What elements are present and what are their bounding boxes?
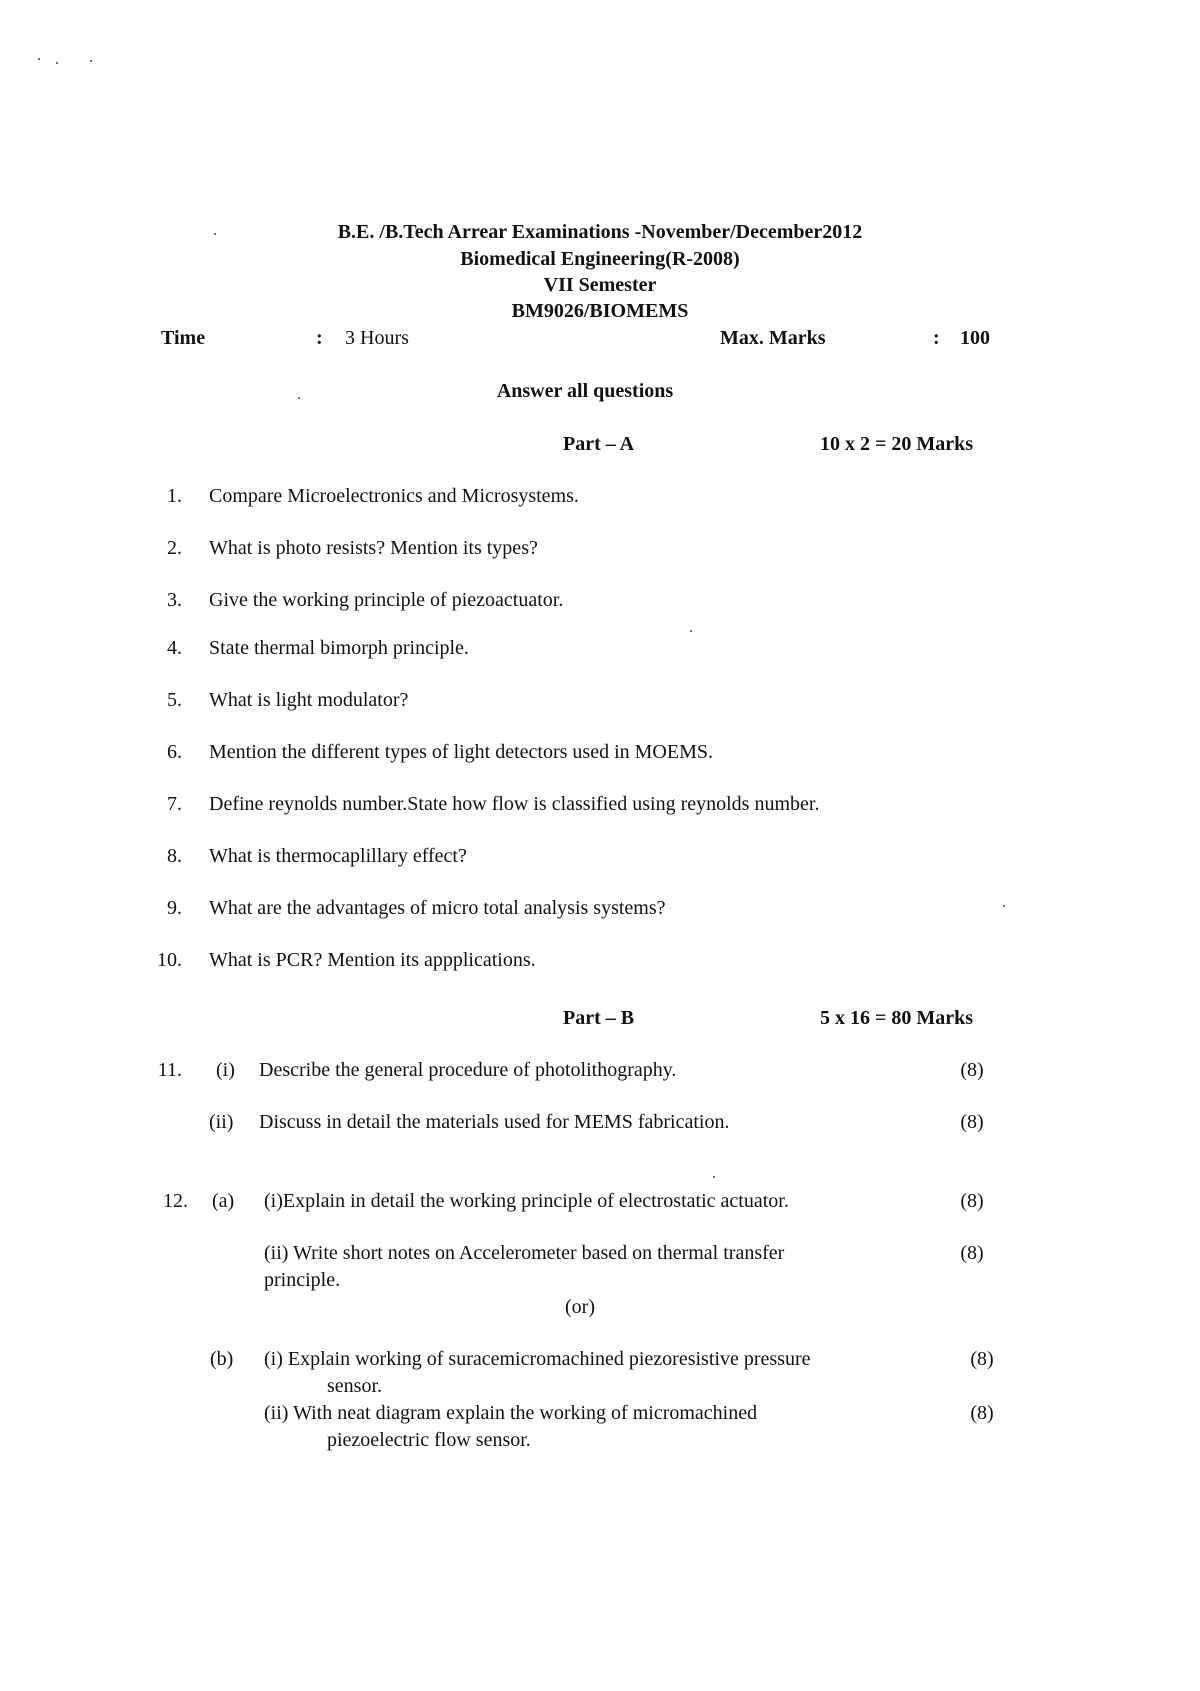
- or-separator: (or): [565, 1296, 595, 1318]
- question-text: Mention the different types of light detectors used in MOEMS.: [209, 741, 713, 763]
- question-marks: (8): [970, 1402, 994, 1424]
- question-marks: (8): [960, 1242, 984, 1264]
- instruction: Answer all questions: [496, 380, 674, 402]
- question-text: (ii) Write short notes on Accelerometer based on thermal transfer: [264, 1242, 785, 1264]
- colon: :: [933, 327, 940, 349]
- sub-label: (b): [210, 1348, 234, 1370]
- scan-speck: [56, 62, 58, 64]
- scan-speck: [1003, 905, 1005, 907]
- question-text: (i)Explain in detail the working principle of electrostatic actuator.: [264, 1190, 789, 1212]
- part-a-marks: 10 x 2 = 20 Marks: [820, 433, 974, 455]
- question-number: 2.: [167, 537, 182, 559]
- question-text: What is photo resists? Mention its types?: [209, 537, 538, 559]
- part-b-title: Part – B: [563, 1007, 635, 1029]
- time-label: Time: [161, 327, 206, 349]
- sub-label: (ii): [209, 1111, 234, 1133]
- question-text: What is PCR? Mention its appplications.: [209, 949, 536, 971]
- question-text: (ii) With neat diagram explain the working of micromachined: [264, 1402, 758, 1424]
- question-text-continued: piezoelectric flow sensor.: [327, 1429, 531, 1451]
- question-marks: (8): [970, 1348, 994, 1370]
- department-title: Biomedical Engineering(R-2008): [460, 248, 740, 270]
- scan-speck: [38, 58, 40, 60]
- question-marks: (8): [960, 1190, 984, 1212]
- question-number: 3.: [167, 589, 182, 611]
- question-text: Discuss in detail the materials used for MEMS fabrication.: [259, 1111, 730, 1133]
- sub-label: (a): [212, 1190, 235, 1212]
- question-number: 12.: [163, 1190, 188, 1212]
- sub-label: (i): [216, 1059, 235, 1081]
- question-number: 10.: [157, 949, 182, 971]
- question-number: 5.: [167, 689, 182, 711]
- question-text: Give the working principle of piezoactuator.: [209, 589, 564, 611]
- course-code: BM9026/BIOMEMS: [511, 300, 689, 322]
- scan-speck: [690, 630, 692, 632]
- part-b-marks: 5 x 16 = 80 Marks: [820, 1007, 974, 1029]
- question-number: 7.: [167, 793, 182, 815]
- semester: VII Semester: [543, 274, 657, 296]
- time-value: 3 Hours: [345, 327, 409, 349]
- question-text-continued: principle.: [264, 1269, 341, 1291]
- question-number: 8.: [167, 845, 182, 867]
- question-text: Define reynolds number.State how flow is classified using reynolds number.: [209, 793, 820, 815]
- question-text: What is thermocaplillary effect?: [209, 845, 467, 867]
- question-text: State thermal bimorph principle.: [209, 637, 469, 659]
- question-text-continued: sensor.: [327, 1375, 382, 1397]
- question-marks: (8): [960, 1111, 984, 1133]
- question-text: Compare Microelectronics and Microsystems.: [209, 485, 579, 507]
- question-text: What are the advantages of micro total analysis systems?: [209, 897, 666, 919]
- max-marks-label: Max. Marks: [720, 327, 826, 349]
- scan-speck: [90, 60, 92, 62]
- max-marks-value: 100: [960, 327, 990, 349]
- question-number: 1.: [167, 485, 182, 507]
- colon: :: [316, 327, 323, 349]
- exam-title: B.E. /B.Tech Arrear Examinations -November/December2012: [337, 221, 863, 243]
- question-marks: (8): [960, 1059, 984, 1081]
- scan-speck: [713, 1176, 715, 1178]
- question-number: 4.: [167, 637, 182, 659]
- question-text: Describe the general procedure of photolithography.: [259, 1059, 677, 1081]
- part-a-title: Part – A: [563, 433, 635, 455]
- question-text: (i) Explain working of suracemicromachined piezoresistive pressure: [264, 1348, 811, 1370]
- question-number: 9.: [167, 897, 182, 919]
- question-text: What is light modulator?: [209, 689, 409, 711]
- question-number: 6.: [167, 741, 182, 763]
- question-number: 11.: [157, 1059, 182, 1081]
